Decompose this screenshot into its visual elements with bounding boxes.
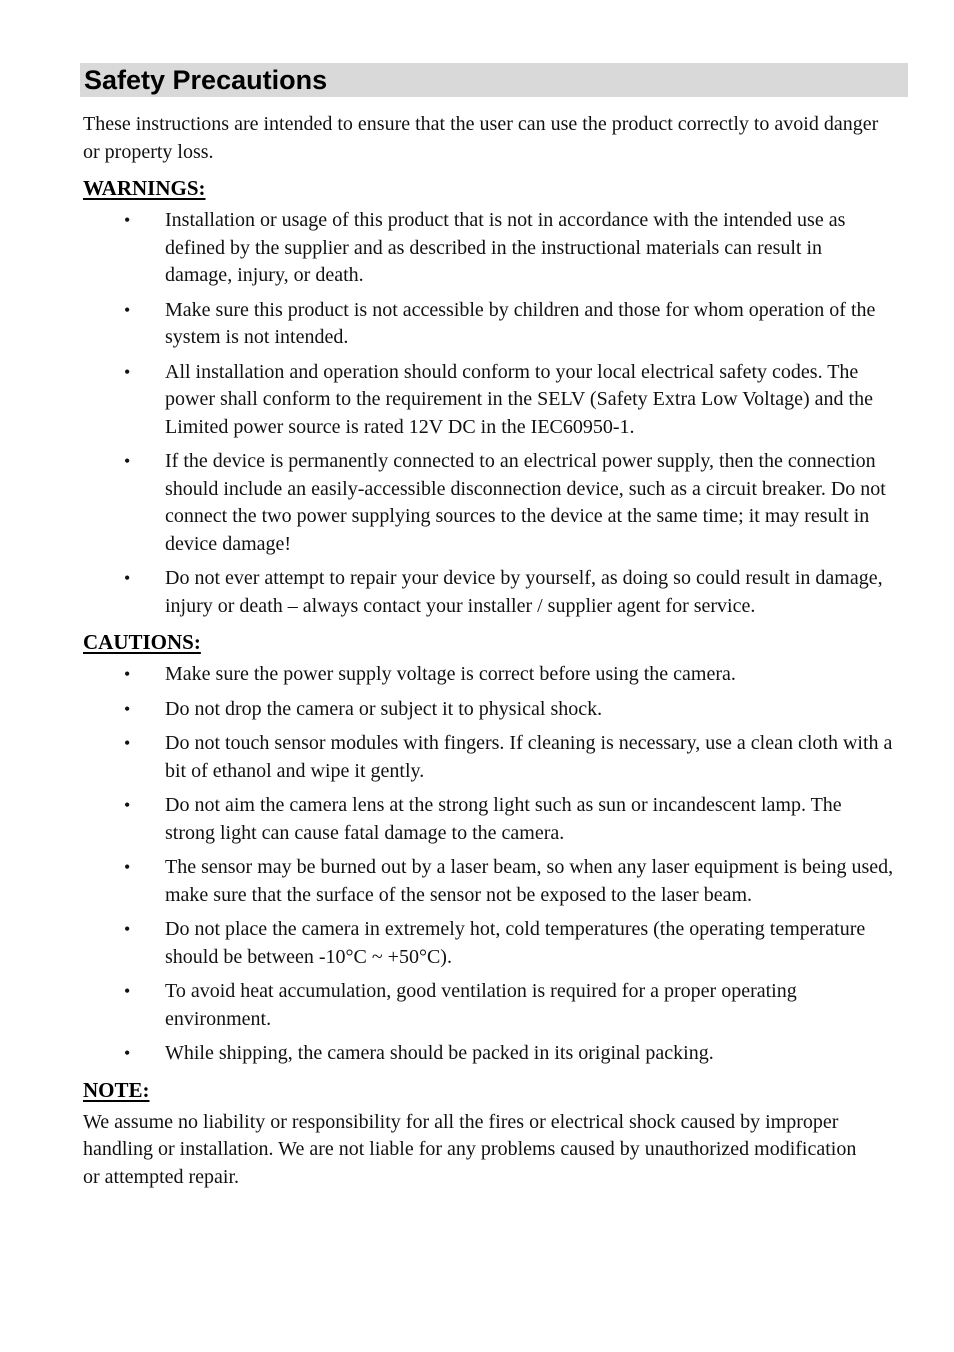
warning-text: Do not ever attempt to repair your device by yourself, as doing so could result in damage, injury or death – always contact your installer / supplier agent for service. xyxy=(165,567,883,617)
warning-item xyxy=(80,359,887,442)
bullet-icon: • xyxy=(124,451,131,471)
caution-text: Do not aim the camera lens at the strong light such as sun or incandescent lamp. The strong light can cause fatal damage to the camera. xyxy=(165,794,842,844)
caution-text: Do not place the camera in extremely hot, cold temperatures (the operating temperature should be between -10°C ~ +50°C). xyxy=(165,918,866,968)
note-paragraph: We assume no liability or responsibility for all the fires or electrical shock caused by improper handling or installation. We are not liable for any problems caused by unauthorized modification or attempted repair. xyxy=(83,1110,857,1188)
warning-item xyxy=(80,565,887,620)
warning-text: Installation or usage of this product that is not in accordance with the intended use as defined by the supplier and as described in the instructional materials can result in damage, injury, or death. xyxy=(165,209,846,286)
caution-text: While shipping, the camera should be packed in its original packing. xyxy=(165,1042,714,1064)
cautions-heading: CAUTIONS: xyxy=(83,630,201,654)
warning-item xyxy=(80,207,887,290)
caution-text: Do not drop the camera or subject it to physical shock. xyxy=(165,697,603,720)
bullet-icon: • xyxy=(124,981,131,1001)
bullet-icon: • xyxy=(124,698,131,719)
caution-text: Make sure the power supply voltage is correct before using the camera. xyxy=(165,663,736,685)
caution-item xyxy=(80,792,895,847)
bullet-icon: • xyxy=(124,857,131,877)
warning-text: Make sure this product is not accessible by children and those for whom operation of the system is not intended. xyxy=(165,298,876,348)
caution-item xyxy=(80,696,895,724)
title-bar xyxy=(80,63,908,97)
bullet-icon: • xyxy=(124,568,131,588)
page-title: Safety Precautions xyxy=(84,65,328,95)
caution-item xyxy=(80,978,895,1033)
bullet-icon: • xyxy=(124,795,131,815)
bullet-icon: • xyxy=(124,664,131,684)
caution-text: The sensor may be burned out by a laser beam, so when any laser equipment is being used, make sure that the surface of the sensor not be exposed to the laser beam. xyxy=(165,856,894,906)
caution-item xyxy=(80,854,895,909)
caution-item xyxy=(80,916,895,971)
bullet-icon: • xyxy=(124,919,131,939)
warning-text: If the device is permanently connected to an electrical power supply, then the connection should include an easily-accessible disconnection device, such as a circuit breaker. Do not connect the two power supplying sources to the device at the same time; it may result in device damage! xyxy=(165,450,886,555)
warning-item xyxy=(80,297,887,352)
bullet-icon: • xyxy=(124,299,131,320)
intro-paragraph: These instructions are intended to ensure that the user can use the product correctly to avoid danger or property loss. xyxy=(83,113,879,163)
warnings-list xyxy=(80,207,908,620)
caution-text: Do not touch sensor modules with fingers. If cleaning is necessary, use a clean cloth with a bit of ethanol and wipe it gently. xyxy=(165,732,893,782)
bullet-icon: • xyxy=(124,210,131,230)
warning-text: All installation and operation should conform to your local electrical safety codes. The power shall conform to the requirement in the SELV (Safety Extra Low Voltage) and the Limited power source is rated 12V DC in the IEC60950-1. xyxy=(165,360,873,438)
note-heading: NOTE: xyxy=(83,1077,150,1102)
bullet-icon: • xyxy=(124,361,131,382)
caution-item xyxy=(80,661,895,689)
bullet-icon: • xyxy=(124,1043,131,1063)
cautions-list xyxy=(80,661,908,1068)
bullet-icon: • xyxy=(124,733,131,753)
warnings-heading: WARNINGS: xyxy=(83,176,206,200)
caution-item xyxy=(80,730,895,785)
caution-text: To avoid heat accumulation, good ventilation is required for a proper operating environment. xyxy=(165,980,797,1030)
caution-item xyxy=(80,1040,895,1068)
warning-item xyxy=(80,448,887,558)
document-page xyxy=(80,63,908,1198)
